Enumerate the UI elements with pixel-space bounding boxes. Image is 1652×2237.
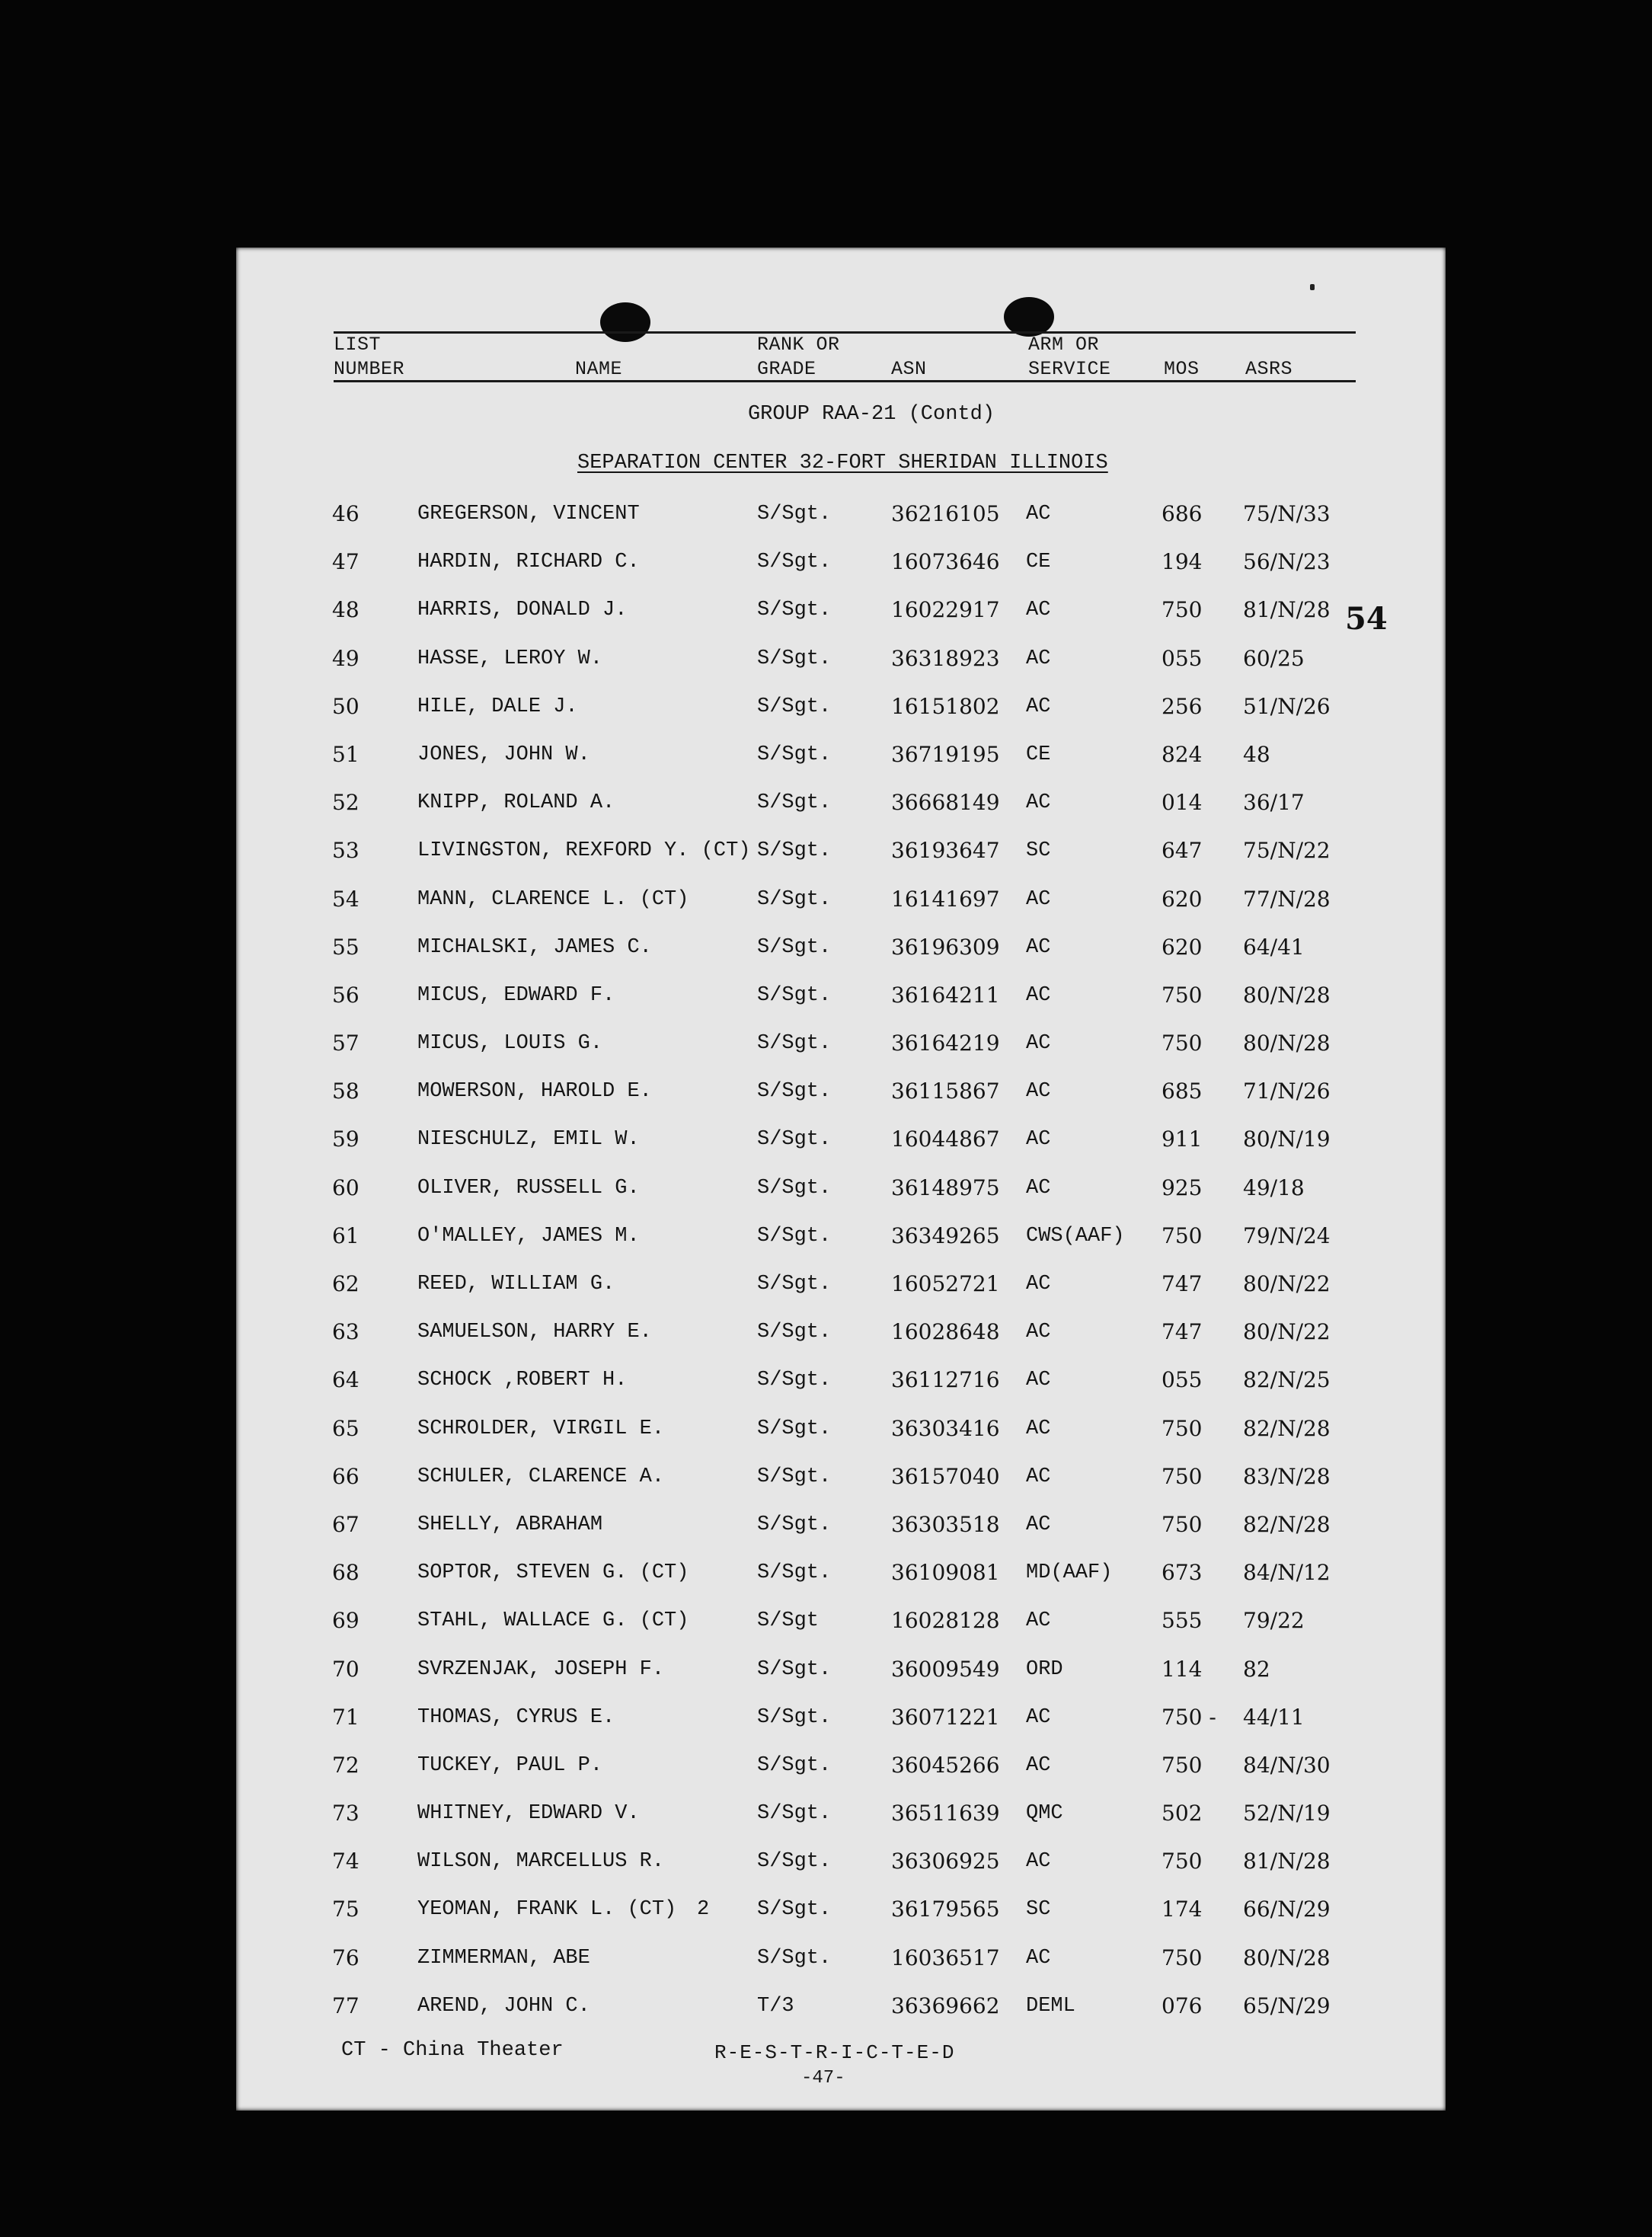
arm-service: AC xyxy=(1026,791,1051,815)
table-row xyxy=(236,1414,1446,1462)
asrs-score: 84/N/12 xyxy=(1243,1560,1331,1586)
arm-service: AC xyxy=(1026,1369,1051,1392)
rank-grade: S/Sgt. xyxy=(757,503,832,526)
mos-code: 685 xyxy=(1162,1079,1203,1104)
soldier-name: SCHULER, CLARENCE A. xyxy=(417,1465,665,1488)
mos-code: 256 xyxy=(1162,693,1203,719)
classification-marking: R-E-S-T-R-I-C-T-E-D xyxy=(714,2041,955,2064)
serial-number: 16052721 xyxy=(891,1271,1000,1296)
document-page xyxy=(236,248,1446,2111)
table-row xyxy=(236,1991,1446,2039)
arm-service: AC xyxy=(1026,983,1051,1007)
table-row xyxy=(236,1894,1446,1942)
serial-number: 36511639 xyxy=(891,1801,1000,1826)
list-number: 61 xyxy=(332,1222,359,1248)
rank-grade: S/Sgt. xyxy=(757,839,832,863)
mos-code: 686 xyxy=(1162,501,1203,526)
asrs-score: 77/N/28 xyxy=(1243,886,1331,912)
list-number: 51 xyxy=(332,741,359,767)
asrs-score: 83/N/28 xyxy=(1243,1463,1331,1489)
soldier-name: SHELLY, ABRAHAM xyxy=(417,1513,603,1536)
header-name: NAME xyxy=(575,358,623,380)
rank-grade: S/Sgt. xyxy=(757,887,832,911)
list-number: 64 xyxy=(332,1367,359,1393)
soldier-name: LIVINGSTON, REXFORD Y. (CT) xyxy=(417,839,751,863)
rank-grade: S/Sgt. xyxy=(757,1417,832,1440)
list-number: 63 xyxy=(332,1319,359,1345)
arm-service: SC xyxy=(1026,1898,1051,1922)
rank-grade: S/Sgt. xyxy=(757,1705,832,1729)
mos-code: 925 xyxy=(1162,1174,1203,1200)
soldier-name: REED, WILLIAM G. xyxy=(417,1273,615,1296)
asrs-score: 82/N/28 xyxy=(1243,1511,1331,1537)
serial-number: 36109081 xyxy=(891,1560,1000,1586)
rank-grade: S/Sgt. xyxy=(757,1128,832,1152)
arm-service: AC xyxy=(1026,1128,1051,1152)
asrs-score: 64/41 xyxy=(1243,934,1305,960)
separation-center-title: SEPARATION CENTER 32-FORT SHERIDAN ILLINOIS xyxy=(577,452,1108,475)
mos-code: 750 xyxy=(1162,597,1203,623)
mos-code: 750 xyxy=(1162,1945,1203,1970)
serial-number: 36303518 xyxy=(891,1511,1000,1537)
punch-hole xyxy=(600,302,650,342)
arm-service: MD(AAF) xyxy=(1026,1561,1113,1585)
list-number: 50 xyxy=(332,693,359,719)
header-bottom-rule xyxy=(334,380,1356,382)
rank-grade: S/Sgt. xyxy=(757,1802,832,1826)
mos-code: 114 xyxy=(1162,1656,1203,1682)
serial-number: 36009549 xyxy=(891,1656,1000,1682)
asrs-score: 71/N/26 xyxy=(1243,1079,1331,1104)
rank-grade: S/Sgt. xyxy=(757,791,832,815)
table-row xyxy=(236,1269,1446,1317)
soldier-name: HILE, DALE J. xyxy=(417,695,578,718)
table-row xyxy=(236,740,1446,788)
roster-table xyxy=(236,499,1446,2039)
list-number: 53 xyxy=(332,838,359,864)
arm-service: AC xyxy=(1026,1176,1051,1200)
mos-code: 750 xyxy=(1162,1463,1203,1489)
serial-number: 16151802 xyxy=(891,693,1000,719)
table-row xyxy=(236,1028,1446,1076)
arm-service: SC xyxy=(1026,839,1051,863)
serial-number: 36196309 xyxy=(891,934,1000,960)
serial-number: 36157040 xyxy=(891,1463,1000,1489)
soldier-name: WILSON, MARCELLUS R. xyxy=(417,1850,665,1874)
asrs-score: 80/N/28 xyxy=(1243,1945,1331,1970)
soldier-name: YEOMAN, FRANK L. (CT) xyxy=(417,1898,677,1922)
mos-code: 620 xyxy=(1162,934,1203,960)
list-number: 60 xyxy=(332,1174,359,1200)
soldier-name: SOPTOR, STEVEN G. (CT) xyxy=(417,1561,689,1585)
header-top-rule xyxy=(334,331,1356,334)
arm-service: AC xyxy=(1026,695,1051,718)
list-number: 74 xyxy=(332,1849,359,1874)
mos-code: 747 xyxy=(1162,1271,1203,1296)
header-list-number: LIST NUMBER xyxy=(334,334,405,380)
serial-number: 16141697 xyxy=(891,886,1000,912)
soldier-name: AREND, JOHN C. xyxy=(417,1994,590,2018)
table-row xyxy=(236,692,1446,740)
arm-service: QMC xyxy=(1026,1802,1063,1826)
asrs-score: 82/N/28 xyxy=(1243,1415,1331,1441)
table-row xyxy=(236,1943,1446,1991)
arm-service: AC xyxy=(1026,1946,1051,1970)
serial-number: 36045266 xyxy=(891,1752,1000,1778)
soldier-name: SAMUELSON, HARRY E. xyxy=(417,1321,652,1344)
rank-grade: S/Sgt. xyxy=(757,551,832,574)
serial-number: 36216105 xyxy=(891,501,1000,526)
rank-grade: S/Sgt. xyxy=(757,1321,832,1344)
asrs-score: 52/N/19 xyxy=(1243,1801,1331,1826)
mos-code: 673 xyxy=(1162,1560,1203,1586)
rank-grade: S/Sgt. xyxy=(757,695,832,718)
soldier-name: SVRZENJAK, JOSEPH F. xyxy=(417,1657,665,1681)
header-asn: ASN xyxy=(891,358,927,380)
mos-code: 055 xyxy=(1162,645,1203,671)
asrs-score: 51/N/26 xyxy=(1243,693,1331,719)
soldier-name: MICUS, LOUIS G. xyxy=(417,1032,603,1056)
arm-service: AC xyxy=(1026,1465,1051,1488)
soldier-name: GREGERSON, VINCENT xyxy=(417,503,640,526)
page-number: -47- xyxy=(801,2068,845,2088)
mos-code: 750 xyxy=(1162,1031,1203,1056)
soldier-name: STAHL, WALLACE G. (CT) xyxy=(417,1609,689,1633)
rank-grade: S/Sgt. xyxy=(757,1032,832,1056)
table-row xyxy=(236,1702,1446,1750)
serial-number: 36349265 xyxy=(891,1222,1000,1248)
header-mos: MOS xyxy=(1164,358,1200,380)
list-number: 48 xyxy=(332,597,359,623)
table-row xyxy=(236,1750,1446,1798)
arm-service: CE xyxy=(1026,743,1051,766)
list-number: 72 xyxy=(332,1752,359,1778)
list-number: 75 xyxy=(332,1897,359,1922)
rank-grade: S/Sgt. xyxy=(757,1561,832,1585)
asrs-score: 66/N/29 xyxy=(1243,1897,1331,1922)
table-row xyxy=(236,1076,1446,1124)
arm-service: CWS(AAF) xyxy=(1026,1224,1125,1248)
table-row xyxy=(236,980,1446,1028)
page-stamp: 54 xyxy=(1345,601,1388,637)
table-row xyxy=(236,1654,1446,1702)
asrs-score: 81/N/28 xyxy=(1243,597,1331,623)
list-number: 59 xyxy=(332,1126,359,1152)
serial-number: 36318923 xyxy=(891,645,1000,671)
arm-service: AC xyxy=(1026,1753,1051,1777)
asrs-score: 82/N/25 xyxy=(1243,1367,1331,1393)
rank-grade: S/Sgt. xyxy=(757,1657,832,1681)
table-row xyxy=(236,1462,1446,1510)
serial-number: 36071221 xyxy=(891,1704,1000,1730)
rank-grade: S/Sgt. xyxy=(757,743,832,766)
asrs-score: 44/11 xyxy=(1243,1704,1305,1730)
arm-service: AC xyxy=(1026,1273,1051,1296)
soldier-name: SCHROLDER, VIRGIL E. xyxy=(417,1417,665,1440)
soldier-name: NIESCHULZ, EMIL W. xyxy=(417,1128,640,1152)
arm-service: AC xyxy=(1026,935,1051,959)
serial-number: 36303416 xyxy=(891,1415,1000,1441)
rank-grade: T/3 xyxy=(757,1994,794,2018)
group-title: GROUP RAA-21 (Contd) xyxy=(747,403,995,426)
asrs-score: 60/25 xyxy=(1243,645,1305,671)
serial-number: 36164211 xyxy=(891,982,1000,1008)
list-number: 70 xyxy=(332,1656,359,1682)
list-number: 71 xyxy=(332,1704,359,1730)
serial-number: 36115867 xyxy=(891,1079,1000,1104)
rank-grade: S/Sgt. xyxy=(757,1080,832,1104)
list-number: 76 xyxy=(332,1945,359,1970)
rank-grade: S/Sgt. xyxy=(757,1273,832,1296)
mos-code: 076 xyxy=(1162,1993,1203,2018)
arm-service: AC xyxy=(1026,599,1051,622)
serial-number: 16022917 xyxy=(891,597,1000,623)
list-number: 67 xyxy=(332,1511,359,1537)
soldier-name: MICHALSKI, JAMES C. xyxy=(417,935,652,959)
arm-service: AC xyxy=(1026,1032,1051,1056)
rank-grade: S/Sgt. xyxy=(757,1946,832,1970)
soldier-name: OLIVER, RUSSELL G. xyxy=(417,1176,640,1200)
header-asrs: ASRS xyxy=(1245,358,1293,380)
table-row xyxy=(236,836,1446,884)
table-row xyxy=(236,1510,1446,1558)
table-row xyxy=(236,499,1446,547)
list-number: 49 xyxy=(332,645,359,671)
rank-grade: S/Sgt. xyxy=(757,1753,832,1777)
soldier-name: MICUS, EDWARD F. xyxy=(417,983,615,1007)
soldier-name: THOMAS, CYRUS E. xyxy=(417,1705,615,1729)
rank-grade: S/Sgt xyxy=(757,1609,820,1633)
mos-code: 750 xyxy=(1162,1511,1203,1537)
soldier-name: MANN, CLARENCE L. (CT) xyxy=(417,887,689,911)
mos-code: 055 xyxy=(1162,1367,1203,1393)
table-row xyxy=(236,1798,1446,1846)
serial-number: 16028648 xyxy=(891,1319,1000,1345)
soldier-name: SCHOCK ,ROBERT H. xyxy=(417,1369,628,1392)
list-number: 54 xyxy=(332,886,359,912)
table-row xyxy=(236,932,1446,980)
list-number: 57 xyxy=(332,1031,359,1056)
mos-code: 555 xyxy=(1162,1608,1203,1634)
table-row xyxy=(236,1558,1446,1606)
arm-service: AC xyxy=(1026,647,1051,670)
asrs-score: 80/N/19 xyxy=(1243,1126,1331,1152)
soldier-name: HARDIN, RICHARD C. xyxy=(417,551,640,574)
serial-number: 36112716 xyxy=(891,1367,1000,1393)
mos-code: 747 xyxy=(1162,1319,1203,1345)
serial-number: 36179565 xyxy=(891,1897,1000,1922)
mos-code: 750 xyxy=(1162,1849,1203,1874)
serial-number: 36719195 xyxy=(891,741,1000,767)
rank-grade: S/Sgt. xyxy=(757,983,832,1007)
margin-mark: 2 xyxy=(697,1898,710,1922)
mos-code: 750 xyxy=(1162,982,1203,1008)
arm-service: AC xyxy=(1026,1513,1051,1536)
serial-number: 16028128 xyxy=(891,1608,1000,1634)
soldier-name: ZIMMERMAN, ABE xyxy=(417,1946,590,1970)
rank-grade: S/Sgt. xyxy=(757,647,832,670)
table-row xyxy=(236,1124,1446,1172)
asrs-score: 80/N/22 xyxy=(1243,1319,1331,1345)
asrs-score: 79/N/24 xyxy=(1243,1222,1331,1248)
asrs-score: 81/N/28 xyxy=(1243,1849,1331,1874)
asrs-score: 79/22 xyxy=(1243,1608,1305,1634)
soldier-name: TUCKEY, PAUL P. xyxy=(417,1753,603,1777)
rank-grade: S/Sgt. xyxy=(757,1369,832,1392)
arm-service: DEML xyxy=(1026,1994,1075,2018)
serial-number: 36668149 xyxy=(891,790,1000,816)
asrs-score: 48 xyxy=(1243,741,1270,767)
list-number: 77 xyxy=(332,1993,359,2018)
mos-code: 750 xyxy=(1162,1415,1203,1441)
asrs-score: 80/N/28 xyxy=(1243,1031,1331,1056)
mos-code: 750 xyxy=(1162,1752,1203,1778)
serial-number: 16036517 xyxy=(891,1945,1000,1970)
table-row xyxy=(236,1173,1446,1221)
asrs-score: 56/N/23 xyxy=(1243,549,1331,575)
mos-code: 824 xyxy=(1162,741,1203,767)
mos-code: 911 xyxy=(1162,1126,1203,1152)
soldier-name: HASSE, LEROY W. xyxy=(417,647,603,670)
list-number: 55 xyxy=(332,934,359,960)
mos-code: 647 xyxy=(1162,838,1203,864)
ink-speck xyxy=(1310,284,1315,290)
table-row xyxy=(236,595,1446,643)
rank-grade: S/Sgt. xyxy=(757,1513,832,1536)
table-row xyxy=(236,547,1446,595)
soldier-name: O'MALLEY, JAMES M. xyxy=(417,1224,640,1248)
arm-service: AC xyxy=(1026,503,1051,526)
asrs-score: 49/18 xyxy=(1243,1174,1305,1200)
arm-service: AC xyxy=(1026,1609,1051,1633)
serial-number: 36193647 xyxy=(891,838,1000,864)
asrs-score: 80/N/28 xyxy=(1243,982,1331,1008)
table-row xyxy=(236,1846,1446,1894)
arm-service: AC xyxy=(1026,1321,1051,1344)
table-row xyxy=(236,1317,1446,1365)
list-number: 56 xyxy=(332,982,359,1008)
list-number: 46 xyxy=(332,501,359,526)
rank-grade: S/Sgt. xyxy=(757,599,832,622)
asrs-score: 75/N/22 xyxy=(1243,838,1331,864)
serial-number: 36306925 xyxy=(891,1849,1000,1874)
asrs-score: 80/N/22 xyxy=(1243,1271,1331,1296)
serial-number: 36369662 xyxy=(891,1993,1000,2018)
footnote: CT - China Theater xyxy=(341,2039,564,2062)
asrs-score: 82 xyxy=(1243,1656,1270,1682)
mos-code: 750 - xyxy=(1162,1704,1216,1730)
soldier-name: KNIPP, ROLAND A. xyxy=(417,791,615,815)
rank-grade: S/Sgt. xyxy=(757,1176,832,1200)
serial-number: 16044867 xyxy=(891,1126,1000,1152)
table-row xyxy=(236,1606,1446,1654)
rank-grade: S/Sgt. xyxy=(757,1898,832,1922)
mos-code: 502 xyxy=(1162,1801,1203,1826)
list-number: 73 xyxy=(332,1801,359,1826)
arm-service: CE xyxy=(1026,551,1051,574)
asrs-score: 84/N/30 xyxy=(1243,1752,1331,1778)
arm-service: AC xyxy=(1026,1850,1051,1874)
list-number: 66 xyxy=(332,1463,359,1489)
soldier-name: HARRIS, DONALD J. xyxy=(417,599,628,622)
arm-service: AC xyxy=(1026,887,1051,911)
list-number: 62 xyxy=(332,1271,359,1296)
header-rank: RANK OR GRADE xyxy=(757,334,840,380)
mos-code: 194 xyxy=(1162,549,1203,575)
rank-grade: S/Sgt. xyxy=(757,1465,832,1488)
mos-code: 620 xyxy=(1162,886,1203,912)
serial-number: 36148975 xyxy=(891,1174,1000,1200)
table-row xyxy=(236,788,1446,836)
table-row xyxy=(236,1221,1446,1269)
soldier-name: JONES, JOHN W. xyxy=(417,743,590,766)
serial-number: 16073646 xyxy=(891,549,1000,575)
header-arm: ARM OR SERVICE xyxy=(1028,334,1111,380)
asrs-score: 75/N/33 xyxy=(1243,501,1331,526)
mos-code: 014 xyxy=(1162,790,1203,816)
list-number: 58 xyxy=(332,1079,359,1104)
list-number: 65 xyxy=(332,1415,359,1441)
list-number: 47 xyxy=(332,549,359,575)
table-row xyxy=(236,1365,1446,1413)
soldier-name: WHITNEY, EDWARD V. xyxy=(417,1802,640,1826)
list-number: 68 xyxy=(332,1560,359,1586)
soldier-name: MOWERSON, HAROLD E. xyxy=(417,1080,652,1104)
rank-grade: S/Sgt. xyxy=(757,935,832,959)
mos-code: 750 xyxy=(1162,1222,1203,1248)
mos-code: 174 xyxy=(1162,1897,1203,1922)
table-row xyxy=(236,884,1446,932)
arm-service: ORD xyxy=(1026,1657,1063,1681)
arm-service: AC xyxy=(1026,1080,1051,1104)
arm-service: AC xyxy=(1026,1417,1051,1440)
list-number: 52 xyxy=(332,790,359,816)
table-row xyxy=(236,644,1446,692)
arm-service: AC xyxy=(1026,1705,1051,1729)
list-number: 69 xyxy=(332,1608,359,1634)
serial-number: 36164219 xyxy=(891,1031,1000,1056)
rank-grade: S/Sgt. xyxy=(757,1224,832,1248)
rank-grade: S/Sgt. xyxy=(757,1850,832,1874)
asrs-score: 65/N/29 xyxy=(1243,1993,1331,2018)
asrs-score: 36/17 xyxy=(1243,790,1305,816)
